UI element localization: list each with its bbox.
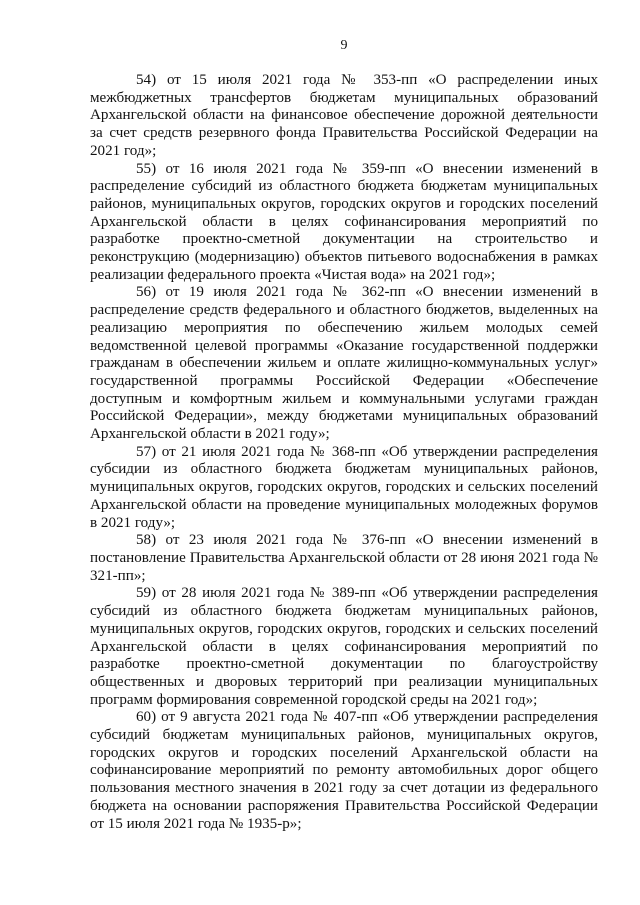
resolution-list [90, 72, 598, 833]
list-item-57: 57) от 21 июля 2021 года № 368-пп «Об утверждении распределения субсидии из областного бюджета бюджетам муниципальных районов, муниципальных округов, городских округов, городских и сельских поселений Архангельской области на проведение муниципальных молодежных форумов в 2021 году»; [90, 443, 598, 531]
page-number: 9 [340, 38, 348, 53]
list-item-54: 54) от 15 июля 2021 года № 353-пп «О распределении иных межбюджетных трансфертов бюджетам муниципальных образований Архангельской области на финансовое обеспечение дорожной деятельности за счет средств резервного фонда Правительства Российской Федерации на 2021 год»; [90, 72, 598, 159]
list-item-60: 60) от 9 августа 2021 года № 407-пп «Об утверждении распределения субсидий бюджетам муниципальных районов, муниципальных округов, городских округов и городских поселений Архангельской области на софинансирование мероприятий по ремонту автомобильных дорог общего пользования местного значения в 2021 году за счет дотации из федерального бюджета на основании распоряжения Правительства Российской Федерации от 15 июля 2021 года № 1935-р»; [90, 709, 598, 832]
list-item-59: 59) от 28 июля 2021 года № 389-пп «Об утверждении распределения субсидий из областного бюджета бюджетам муниципальных районов, муниципальных округов, городских округов, городских и сельских поселений Архангельской области в целях софинансирования мероприятий по разработке проектно-сметной документации по благоустройству общественных и дворовых территорий при реализации муниципальных программ формирования современной городской среды на 2021 год»; [90, 585, 598, 708]
list-item-55: 55) от 16 июля 2021 года № 359-пп «О внесении изменений в распределение субсидий из областного бюджета бюджетам муниципальных районов, муниципальных округов, городских округов и городских поселений Архангельской области в целях софинансирования мероприятий по разработке проектно-сметной документации на строительство и реконструкцию (модернизацию) объектов питьевого водоснабжения в рамках реализации федерального проекта «Чистая вода» на 2021 год»; [90, 160, 598, 283]
list-item-58: 58) от 23 июля 2021 года № 376-пп «О внесении изменений в постановление Правительства Архангельской области от 28 июня 2021 года № 321-пп»; [90, 532, 598, 584]
list-item-56: 56) от 19 июля 2021 года № 362-пп «О внесении изменений в распределение средств федерального и областного бюджетов, выделенных на реализацию мероприятия по обеспечению жильем молодых семей ведомственной целевой программы «Оказание государственной поддержки гражданам в обеспечении жильем и оплате жилищно-коммунальных услуг» государственной программы Российской Федерации «Обеспечение доступным и комфортным жильем и коммунальными услугами граждан Российской Федерации», между бюджетами муниципальных образований Архангельской области в 2021 году»; [90, 284, 598, 443]
